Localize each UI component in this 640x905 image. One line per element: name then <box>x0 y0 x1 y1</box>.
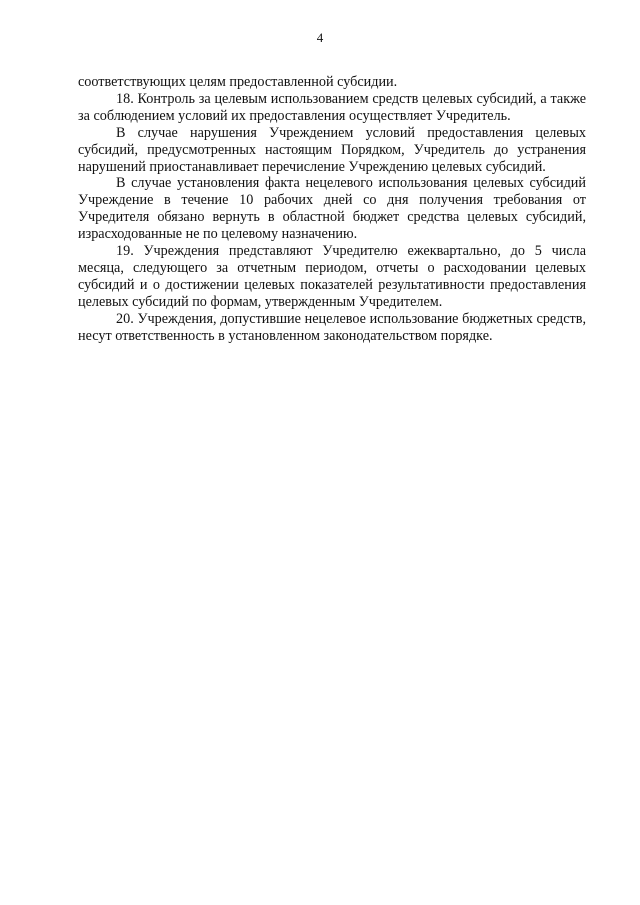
paragraph-continuation: соответствующих целям предоставленной субсидии. <box>78 74 398 90</box>
paragraph-item-18: 18. Контроль за целевым использованием средств целевых субсидий, а также за соблюдением условий их предоставления осуществляет Учредитель. <box>78 90 586 124</box>
paragraph-item-20: 20. Учреждения, допустившие нецелевое использование бюджетных средств, несут ответственность в установленном законодательством порядке. <box>78 310 586 344</box>
page-number: 4 <box>316 30 324 45</box>
paragraph-misuse-return: В случае установления факта нецелевого использования целевых субсидий Учреждение в течение 10 рабочих дней со дня получения требования от Учредителя обязано вернуть в областной бюджет средства целевых субсидий, израсходованные не по целевому назначению. <box>78 175 586 243</box>
paragraph-violation: В случае нарушения Учреждением условий предоставления целевых субсидий, предусмотренных настоящим Порядком, Учредитель до устранения нарушений приостанавливает перечисление Учреждению целевых субсидий. <box>78 124 586 175</box>
document-body <box>78 74 586 345</box>
paragraph-item-19: 19. Учреждения представляют Учредителю ежеквартально, до 5 числа месяца, следующего за отчетным периодом, отчеты о расходовании целевых субсидий и о достижении целевых показателей результативности предоставления целевых субсидий по формам, утвержденным Учредителем. <box>78 243 586 310</box>
